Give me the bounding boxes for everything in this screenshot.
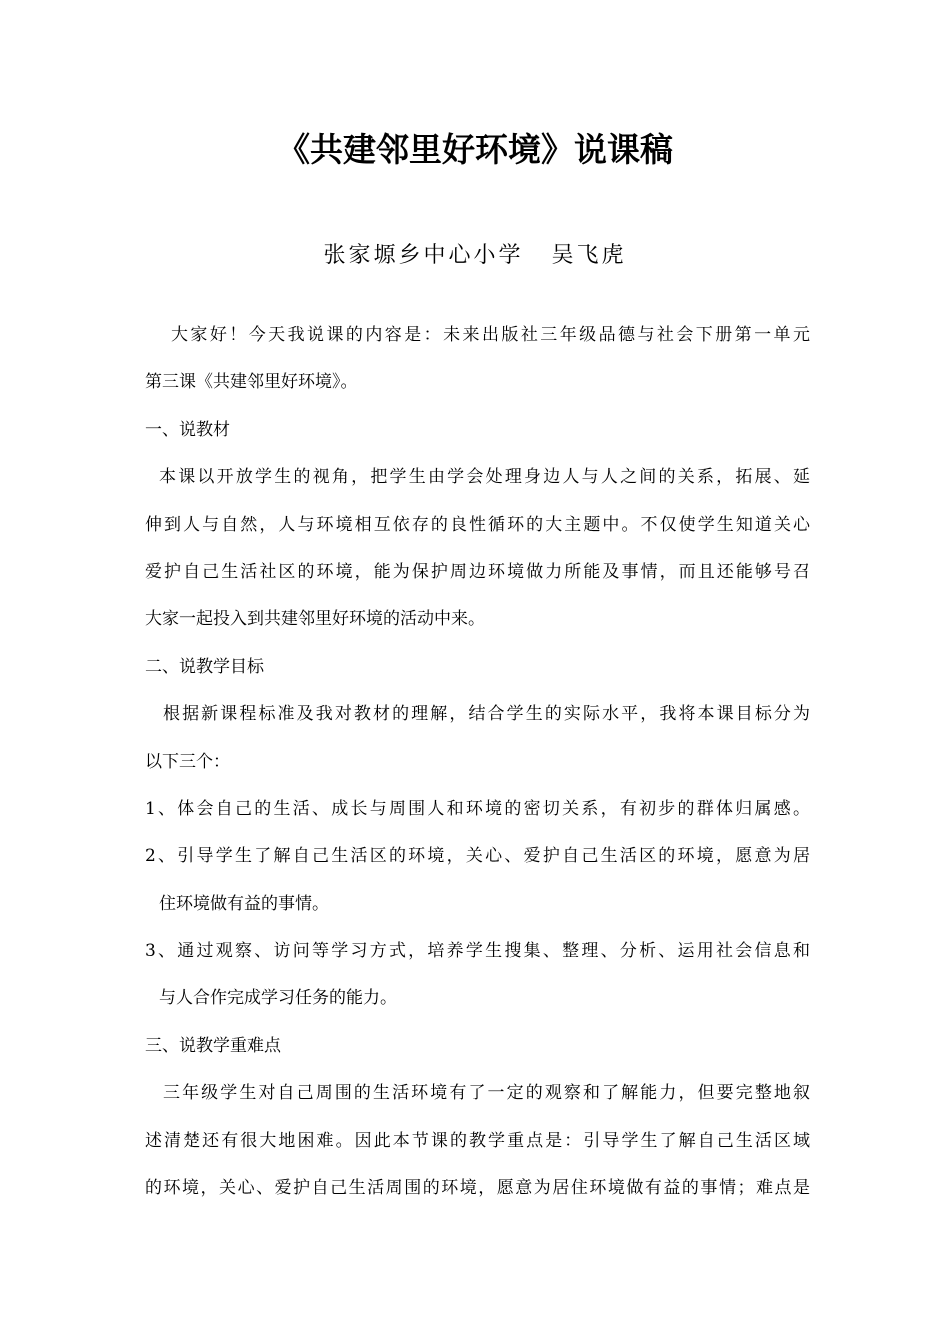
- document-body: [145, 312, 810, 1212]
- paragraph-line: 第三课《共建邻里好环境》。: [145, 372, 358, 393]
- paragraph-line: 的环境，关心、爱护自己生活周围的环境，愿意为居住环境做有益的事情；难点是: [145, 1178, 810, 1199]
- author-line: [0, 238, 950, 274]
- paragraph-line: 大家好！今天我说课的内容是：未来出版社三年级品德与社会下册第一单元: [171, 325, 810, 345]
- section-heading: 二、说教学目标: [145, 656, 264, 677]
- paragraph-line: 本课以开放学生的视角，把学生由学会处理身边人与人之间的关系，拓展、延: [159, 467, 810, 488]
- paragraph-line: 伸到人与自然，人与环境相互依存的良性循环的大主题中。不仅使学生知道关心: [145, 514, 810, 535]
- paragraph-line: 以下三个：: [145, 751, 230, 772]
- paragraph-line: 爱护自己生活社区的环境，能为保护周边环境做力所能及事情，而且还能够号召: [145, 561, 810, 582]
- list-item: 3、通过观察、访问等学习方式，培养学生搜集、整理、分析、运用社会信息和: [145, 941, 810, 962]
- document-title: 《共建邻里好环境》说课稿: [277, 130, 673, 169]
- list-item-continuation: 住环境做有益的事情。: [159, 893, 329, 914]
- section-heading: 三、说教学重难点: [145, 1035, 281, 1056]
- author-name: 吴飞虎: [551, 243, 627, 268]
- list-item: 2、引导学生了解自己生活区的环境，关心、爱护自己生活区的环境，愿意为居: [145, 846, 810, 867]
- paragraph-line: 大家一起投入到共建邻里好环境的活动中来。: [145, 609, 485, 630]
- paragraph-line: 三年级学生对自己周围的生活环境有了一定的观察和了解能力，但要完整地叙: [163, 1083, 810, 1104]
- paragraph-line: 述清楚还有很大地困难。因此本节课的教学重点是：引导学生了解自己生活区域: [145, 1130, 810, 1151]
- author-school: 张家塬乡中心小学: [323, 243, 524, 268]
- list-item: 1、体会自己的生活、成长与周围人和环境的密切关系，有初步的群体归属感。: [145, 798, 810, 819]
- list-item-continuation: 与人合作完成学习任务的能力。: [159, 988, 397, 1009]
- paragraph-line: 根据新课程标准及我对教材的理解，结合学生的实际水平，我将本课目标分为: [163, 704, 810, 725]
- section-heading: 一、说教材: [145, 419, 230, 440]
